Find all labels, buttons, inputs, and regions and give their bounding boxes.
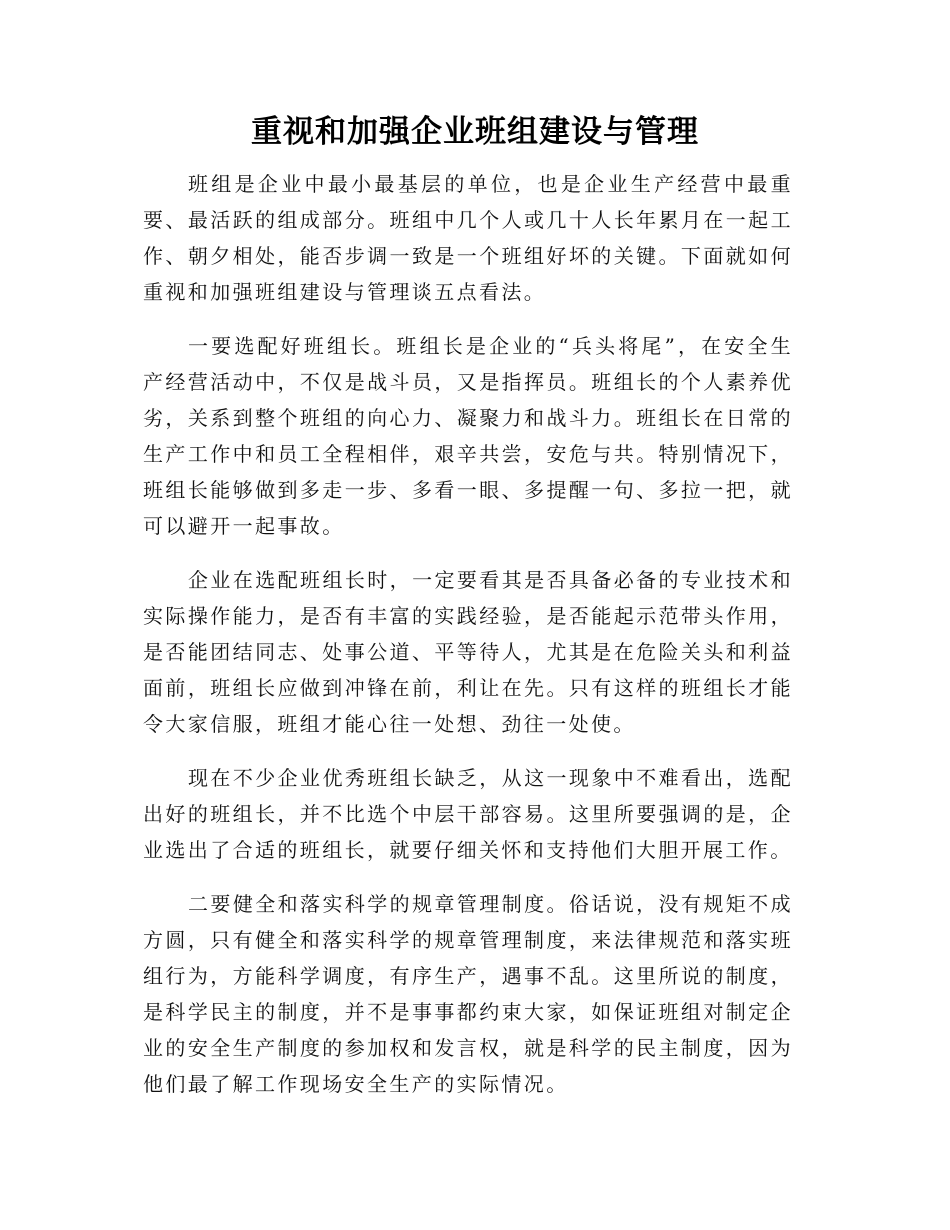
document-title: 重视和加强企业班组建设与管理 <box>251 114 699 150</box>
document-body <box>143 166 793 1120</box>
paragraph-selection-criteria: 企业在选配班组长时，一定要看其是否具备必备的专业技术和实际操作能力，是否有丰富的实践经验，是否能起示范带头作用，是否能团结同志、处事公道、平等待人，尤其是在危险关头和利益面前，班组长应做到冲锋在前，利让在先。只有这样的班组长才能令大家信服，班组才能心往一处想、劲往一处使。 <box>143 568 793 736</box>
paragraph-rules-system: 二要健全和落实科学的规章管理制度。俗话说，没有规矩不成方圆，只有健全和落实科学的规章管理制度，来法律规范和落实班组行为，方能科学调度，有序生产，遇事不乱。这里所说的制度，是科学民主的制度，并不是事事都约束大家，如保证班组对制定企业的安全生产制度的参加权和发言权，就是科学的民主制度，因为他们最了解工作现场安全生产的实际情况。 <box>143 892 793 1096</box>
paragraph-intro: 班组是企业中最小最基层的单位，也是企业生产经营中最重要、最活跃的组成部分。班组中几个人或几十人长年累月在一起工作、朝夕相处，能否步调一致是一个班组好坏的关键。下面就如何重视和加强班组建设与管理谈五点看法。 <box>143 172 793 304</box>
paragraph-team-leader: 一要选配好班组长。班组长是企业的“兵头将尾”，在安全生产经营活动中，不仅是战斗员，又是指挥员。班组长的个人素养优劣，关系到整个班组的向心力、凝聚力和战斗力。班组长在日常的生产工作中和员工全程相伴，艰辛共尝，安危与共。特别情况下，班组长能够做到多走一步、多看一眼、多提醒一句、多拉一把，就可以避开一起事故。 <box>143 334 793 538</box>
paragraph-leader-shortage: 现在不少企业优秀班组长缺乏，从这一现象中不难看出，选配出好的班组长，并不比选个中层干部容易。这里所要强调的是，企业选出了合适的班组长，就要仔细关怀和支持他们大胆开展工作。 <box>143 766 793 862</box>
